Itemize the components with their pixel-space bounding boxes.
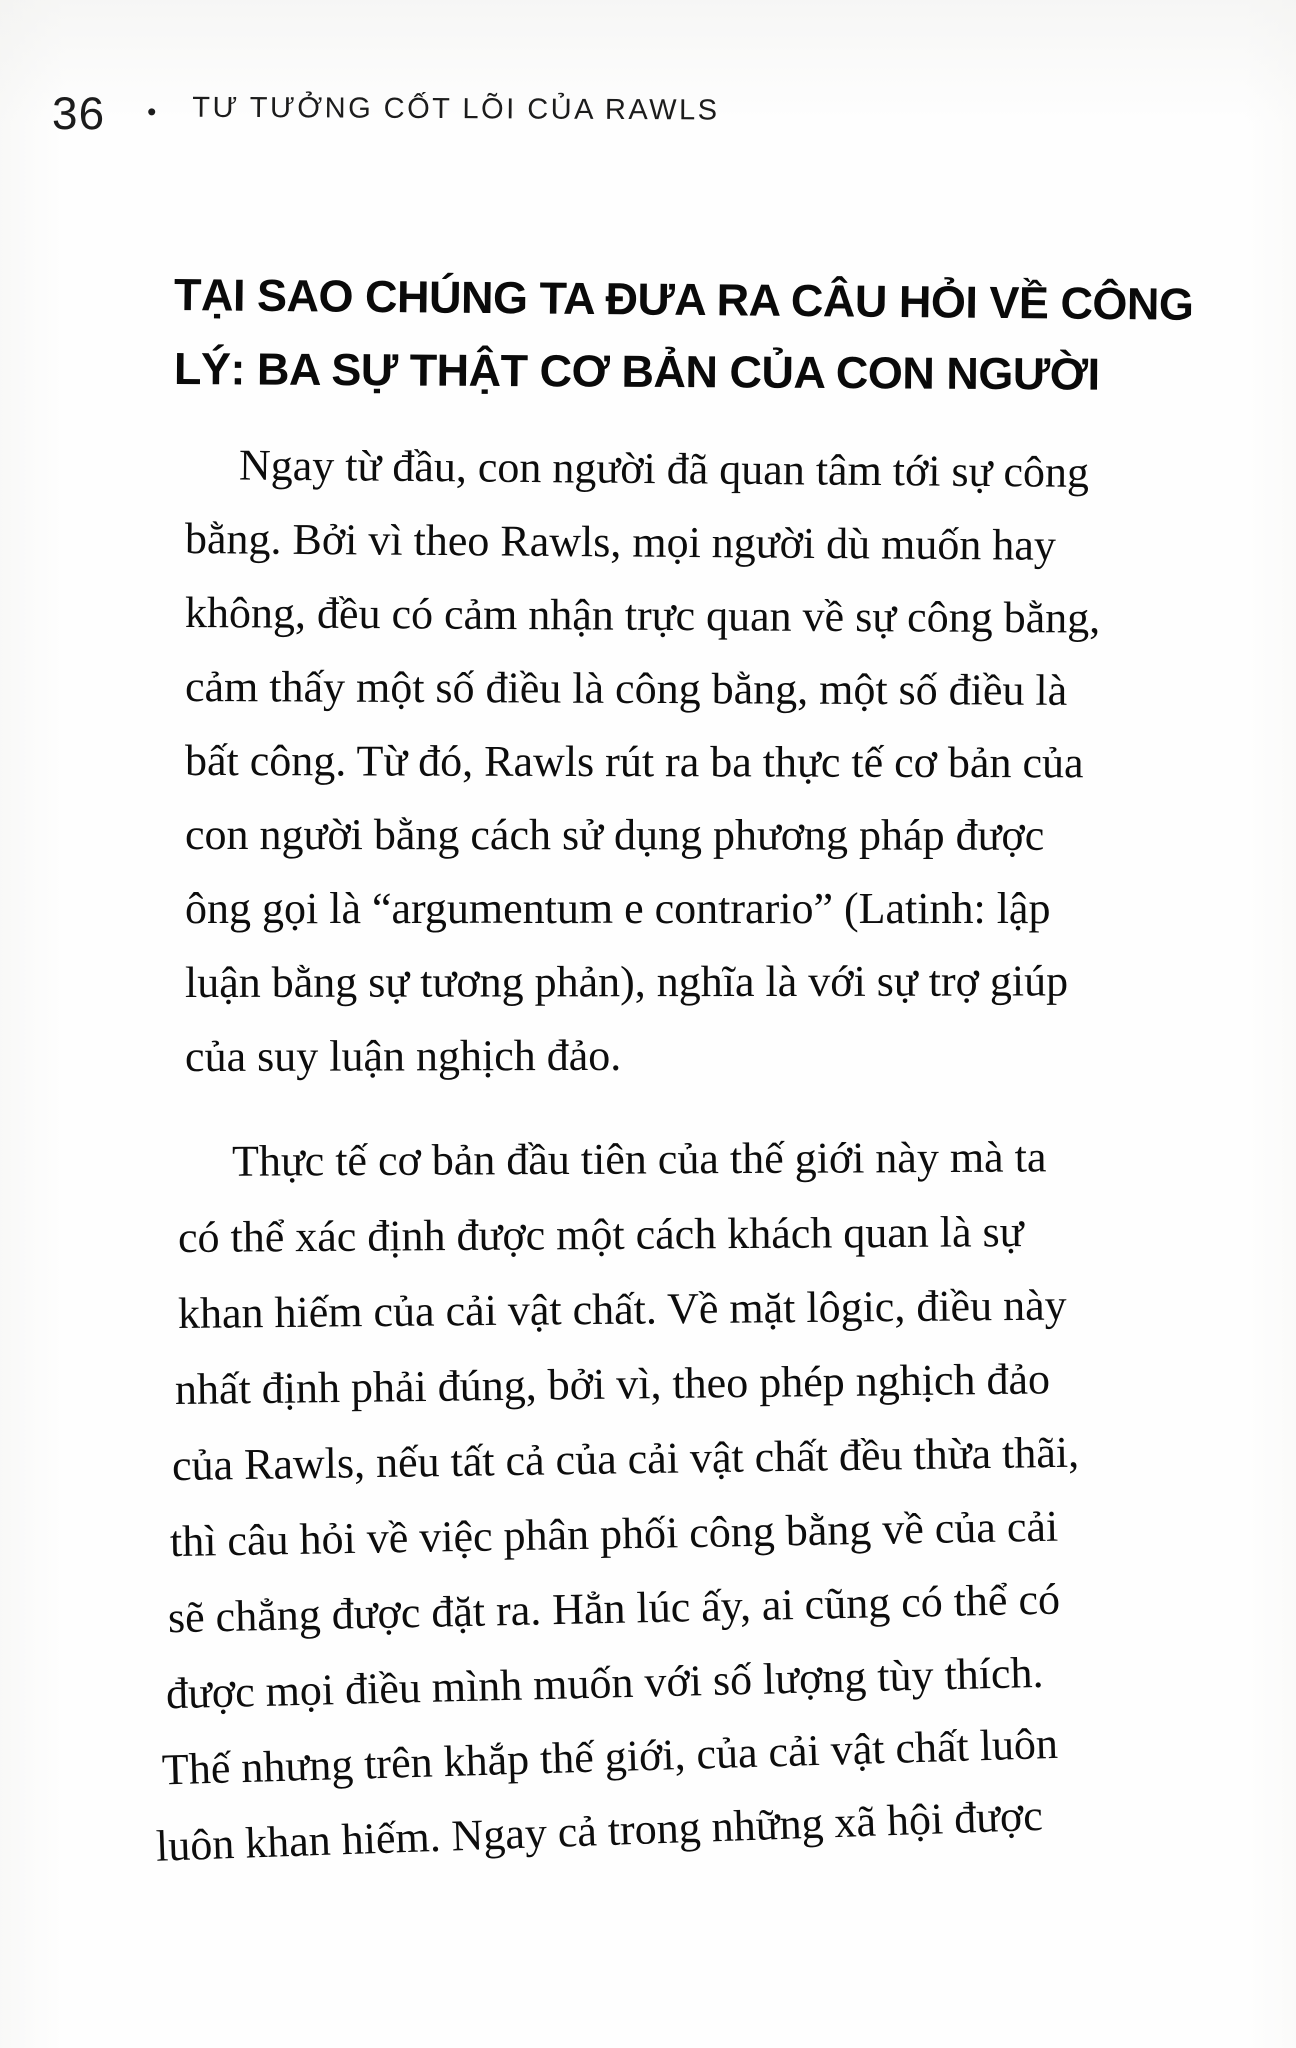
text-line: bằng. Bởi vì theo Rawls, mọi người dù muốn hay <box>184 514 1057 570</box>
text-line: cảm thấy một số điều là công bằng, một số điều là <box>184 662 1068 715</box>
paragraph-2 <box>155 1124 1085 1884</box>
running-title: TƯ TƯỞNG CỐT LÕI CỦA RAWLS <box>192 91 720 126</box>
text-line: khan hiếm của cải vật chất. Về mặt lôgic, điều này <box>177 1280 1067 1338</box>
page-number: 36 <box>51 87 106 140</box>
text-line: bất công. Từ đó, Rawls rút ra ba thực tế cơ bản của <box>184 736 1084 788</box>
chapter-heading <box>174 258 1194 406</box>
text-line: Ngay từ đầu, con người đã quan tâm tới sự công <box>238 440 1090 497</box>
text-line: Thực tế cơ bản đầu tiên của thế giới này mà ta <box>231 1132 1047 1186</box>
text-line: của suy luận nghịch đảo. <box>184 1030 622 1081</box>
paragraph-1 <box>185 428 1100 1094</box>
text-line: sẽ chẳng được đặt ra. Hẳn lúc ấy, ai cũng có thể có <box>167 1574 1061 1643</box>
text-line: của Rawls, nếu tất cả của cải vật chất đều thừa thãi, <box>171 1427 1080 1491</box>
bullet-separator-icon: • <box>147 95 157 127</box>
text-line: nhất định phải đúng, bởi vì, theo phép nghịch đảo <box>174 1354 1051 1415</box>
text-line: Thế nhưng trên khắp thế giới, của cải vật chất luôn <box>161 1718 1059 1795</box>
running-header <box>52 86 720 143</box>
text-line: có thể xác định được một cách khách quan là sự <box>177 1207 1024 1262</box>
text-line: ông gọi là “argumentum e contrario” (Latinh: lập <box>185 884 1051 933</box>
text-line: luôn khan hiếm. Ngay cả trong những xã hội được <box>155 1790 1044 1871</box>
chapter-heading-line: LÝ: BA SỰ THẬT CƠ BẢN CỦA CON NGƯỜI <box>173 343 1100 400</box>
text-line: con người bằng cách sử dụng phương pháp được <box>184 810 1045 860</box>
text-line: luận bằng sự tương phản), nghĩa là với sự trợ giúp <box>184 956 1069 1007</box>
text-line: được mọi điều mình muốn với số lượng tùy thích. <box>165 1647 1045 1719</box>
text-line: không, đều có cảm nhận trực quan về sự công bằng, <box>184 588 1101 643</box>
chapter-heading-line: TẠI SAO CHÚNG TA ĐƯA RA CÂU HỎI VỀ CÔNG <box>173 269 1194 330</box>
text-line: thì câu hỏi về việc phân phối công bằng về của cải <box>169 1501 1059 1567</box>
